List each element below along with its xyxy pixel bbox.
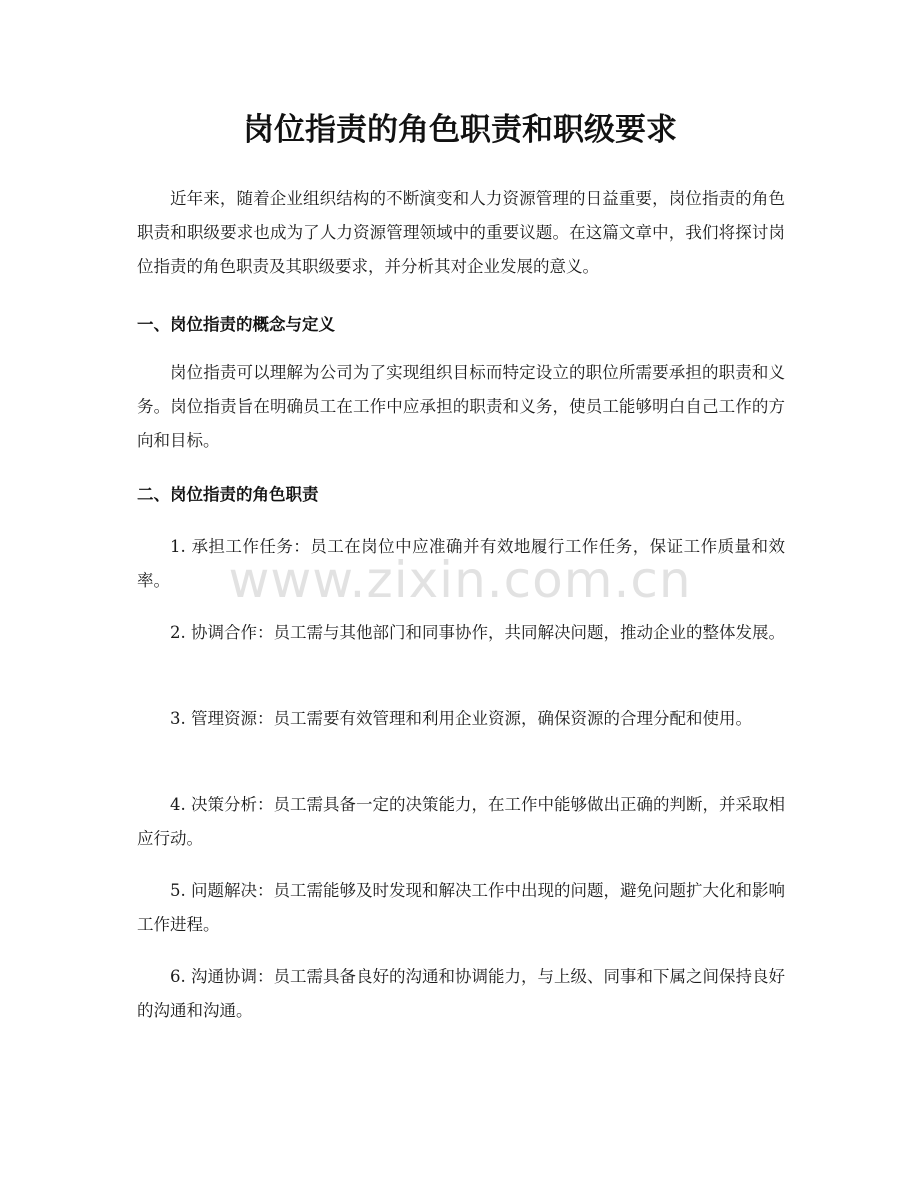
role-item-5: 5. 问题解决：员工需能够及时发现和解决工作中出现的问题，避免问题扩大化和影响工作进程。: [137, 881, 785, 934]
role-item-3: 3. 管理资源：员工需要有效管理和利用企业资源，确保资源的合理分配和使用。: [170, 709, 752, 728]
section-heading-concept: 一、岗位指责的概念与定义: [137, 315, 335, 334]
role-item-1: 1. 承担工作任务：员工在岗位中应准确并有效地履行工作任务，保证工作质量和效率。: [137, 537, 785, 590]
document-title: 岗位指责的角色职责和职级要求: [243, 112, 677, 148]
role-item-2: 2. 协调合作：员工需与其他部门和同事协作，共同解决问题，推动企业的整体发展。: [170, 623, 785, 642]
role-item-4: 4. 决策分析：员工需具备一定的决策能力，在工作中能够做出正确的判断，并采取相应行动。: [137, 795, 785, 848]
intro-paragraph: 近年来，随着企业组织结构的不断演变和人力资源管理的日益重要，岗位指责的角色职责和职级要求也成为了人力资源管理领域中的重要议题。在这篇文章中，我们将探讨岗位指责的角色职责及其职级要求，并分析其对企业发展的意义。: [137, 189, 785, 276]
section-heading-roles: 二、岗位指责的角色职责: [137, 485, 319, 504]
role-item-6: 6. 沟通协调：员工需具备良好的沟通和协调能力，与上级、同事和下属之间保持良好的沟通和沟通。: [137, 967, 785, 1020]
concept-paragraph: 岗位指责可以理解为公司为了实现组织目标而特定设立的职位所需要承担的职责和义务。岗位指责旨在明确员工在工作中应承担的职责和义务，使员工能够明白自己工作的方向和目标。: [137, 363, 785, 450]
watermark: www.zixin.com.cn: [228, 551, 692, 609]
